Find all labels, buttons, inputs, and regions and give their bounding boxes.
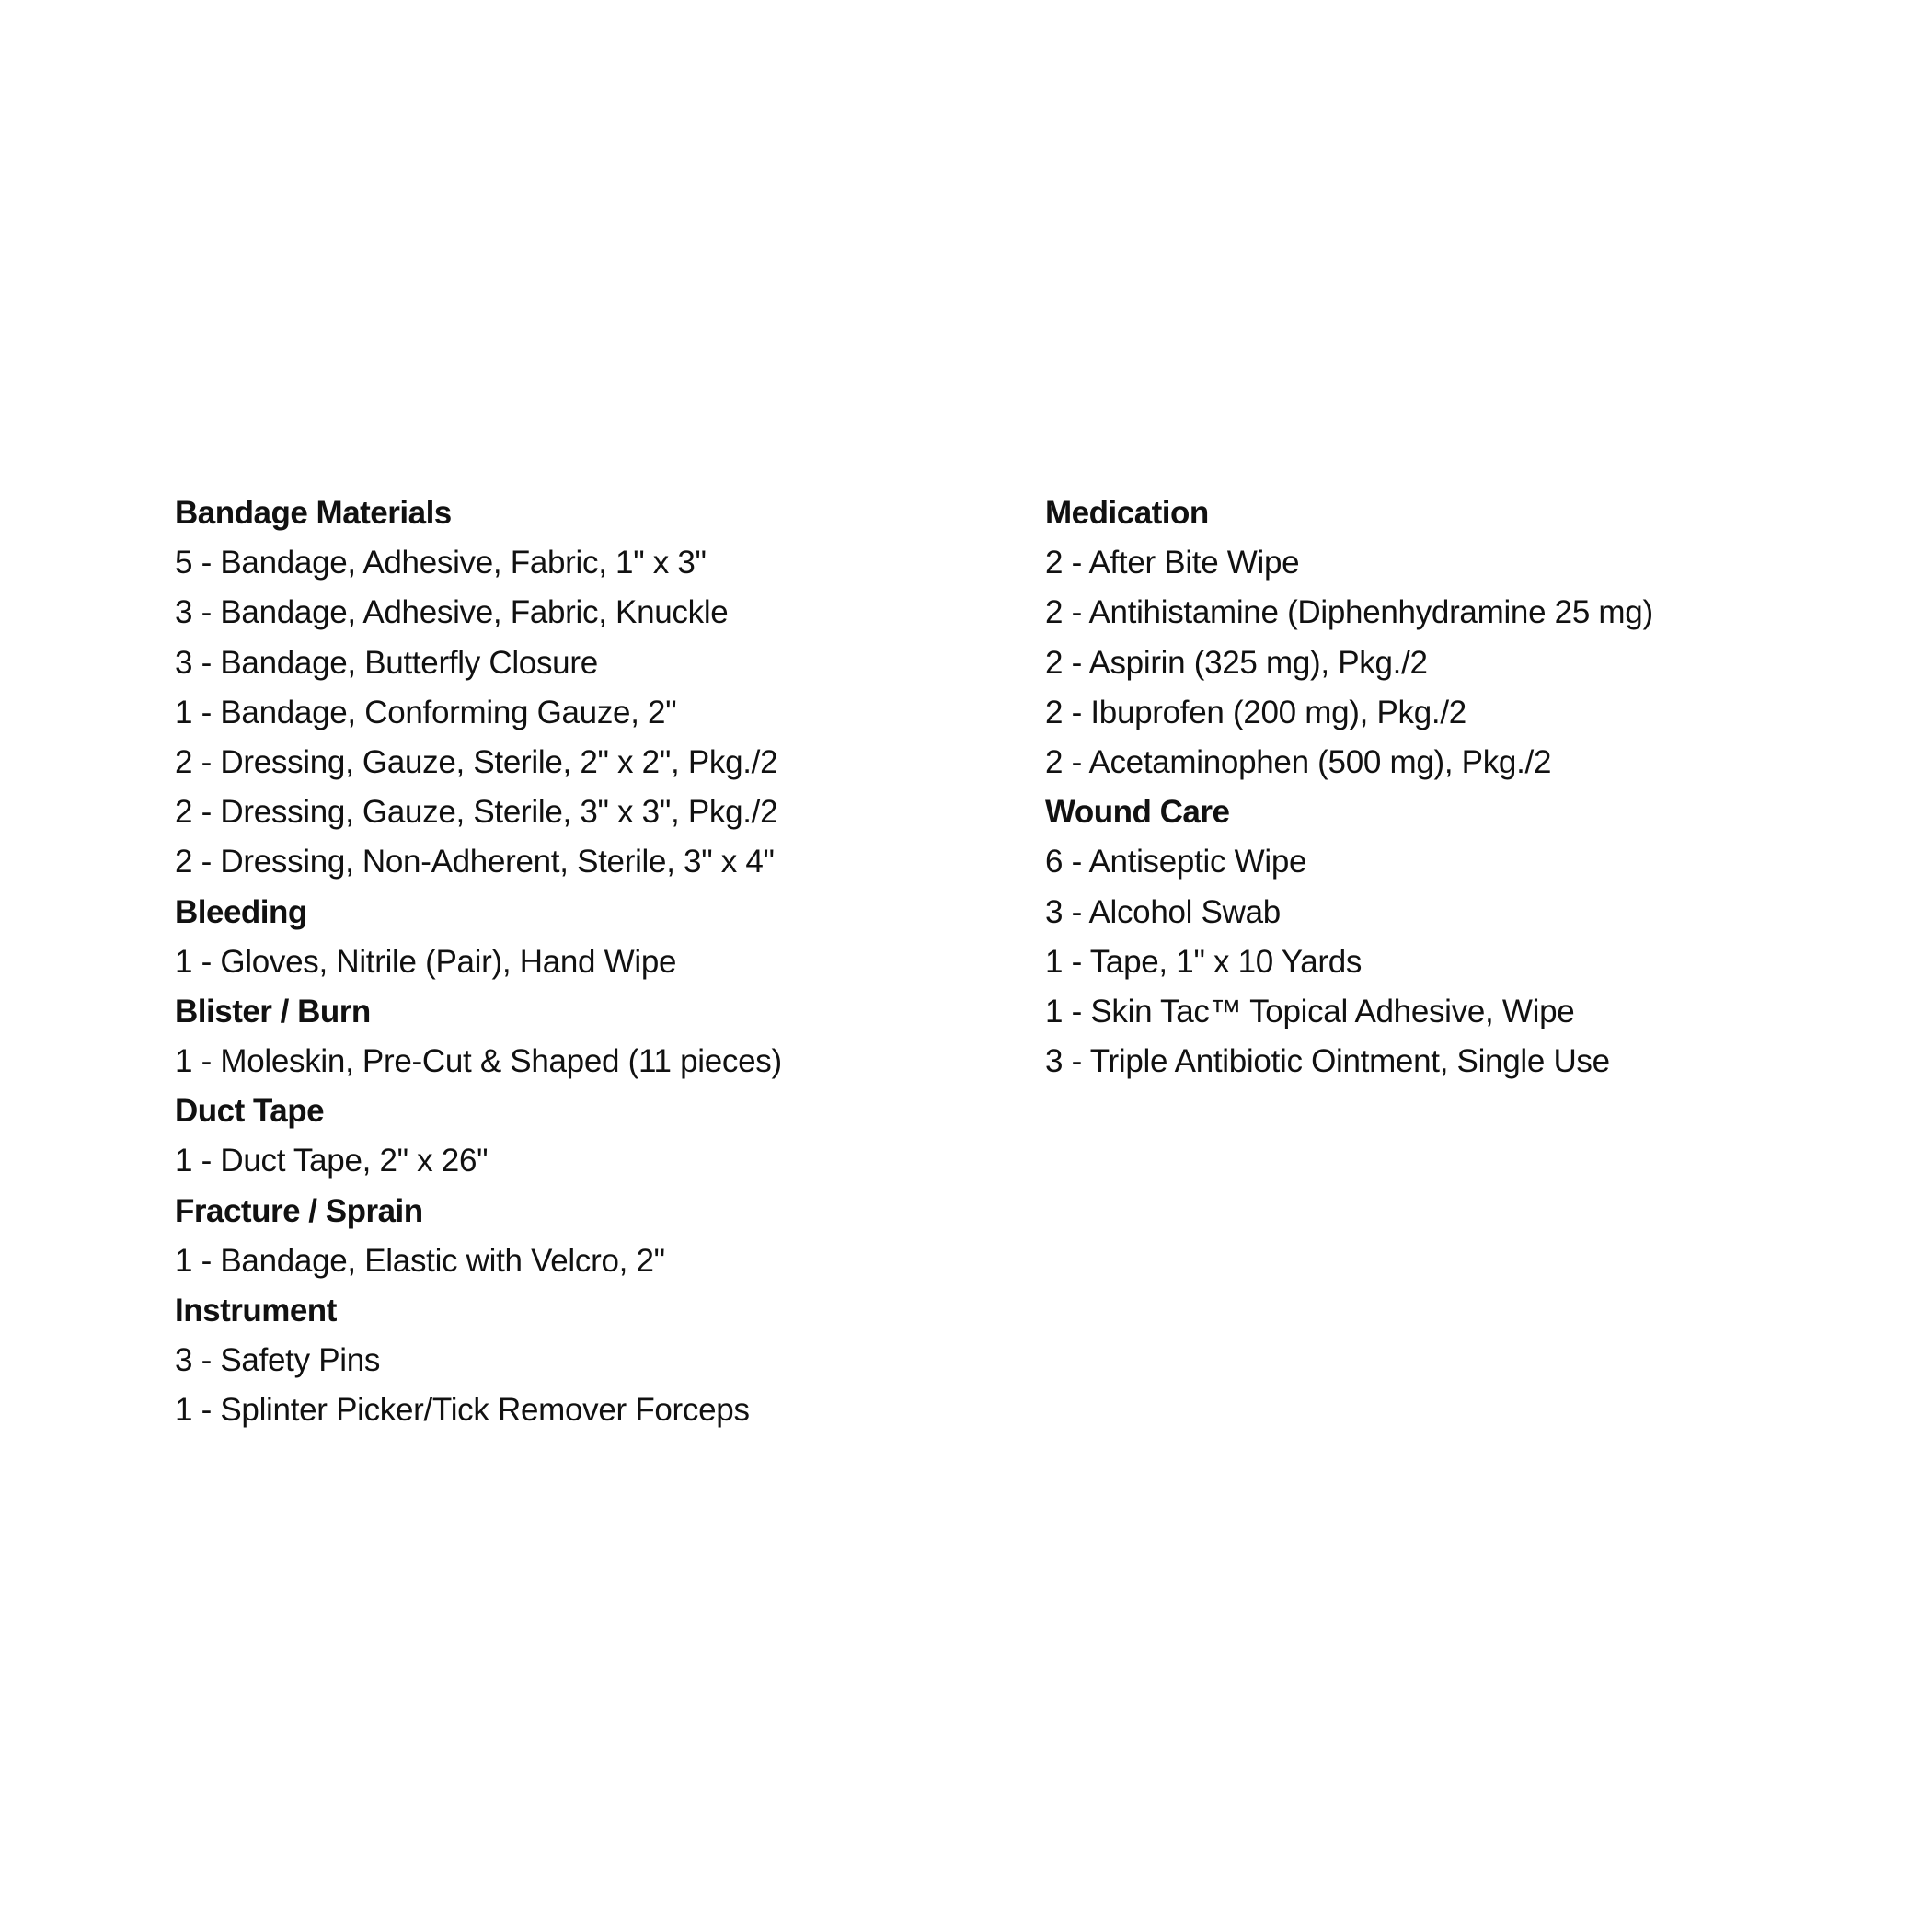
list-item: 3 - Triple Antibiotic Ointment, Single Use [1045, 1043, 1610, 1080]
list-item: 2 - Ibuprofen (200 mg), Pkg./2 [1045, 694, 1466, 730]
left-column [175, 489, 1003, 1436]
section-bleeding [175, 888, 1003, 987]
list-item: 5 - Bandage, Adhesive, Fabric, 1" x 3" [175, 545, 707, 581]
list-item: 2 - Acetaminophen (500 mg), Pkg./2 [1045, 743, 1552, 780]
list-item: 1 - Duct Tape, 2" x 26" [175, 1143, 489, 1179]
section-heading: Wound Care [1045, 794, 1230, 831]
list-item: 1 - Tape, 1" x 10 Yards [1045, 943, 1363, 980]
list-item: 3 - Alcohol Swab [1045, 893, 1281, 930]
list-item: 2 - After Bite Wipe [1045, 545, 1300, 581]
list-item: 2 - Dressing, Gauze, Sterile, 2" x 2", Pkg./2 [175, 743, 778, 780]
right-column [1045, 489, 1892, 1087]
section-heading: Duct Tape [175, 1093, 325, 1130]
section-heading: Instrument [175, 1293, 337, 1328]
list-item: 1 - Bandage, Conforming Gauze, 2" [175, 694, 677, 730]
section-heading: Bleeding [175, 893, 307, 930]
section-wound-care [1045, 788, 1892, 1087]
list-item: 2 - Dressing, Non-Adherent, Sterile, 3" x 4" [175, 844, 775, 880]
section-fracture-sprain [175, 1187, 1003, 1286]
list-item: 2 - Aspirin (325 mg), Pkg./2 [1045, 644, 1428, 681]
section-blister-burn [175, 987, 1003, 1087]
list-item: 6 - Antiseptic Wipe [1045, 844, 1307, 880]
list-item: 1 - Moleskin, Pre-Cut & Shaped (11 pieces) [175, 1043, 782, 1080]
section-heading: Fracture / Sprain [175, 1192, 423, 1229]
section-instrument [175, 1286, 1003, 1436]
list-item: 1 - Bandage, Elastic with Velcro, 2" [175, 1242, 665, 1279]
list-item: 1 - Gloves, Nitrile (Pair), Hand Wipe [175, 943, 677, 980]
list-item: 3 - Safety Pins [175, 1342, 381, 1379]
list-item: 2 - Antihistamine (Diphenhydramine 25 mg) [1045, 594, 1653, 631]
list-item: 1 - Skin Tac™ Topical Adhesive, Wipe [1045, 993, 1575, 1029]
section-heading: Bandage Materials [175, 495, 452, 531]
list-item: 2 - Dressing, Gauze, Sterile, 3" x 3", Pkg./2 [175, 794, 778, 831]
list-item: 3 - Bandage, Adhesive, Fabric, Knuckle [175, 594, 729, 631]
list-item: 3 - Bandage, Butterfly Closure [175, 644, 598, 681]
section-duct-tape [175, 1087, 1003, 1186]
section-medication [1045, 489, 1892, 788]
section-heading: Blister / Burn [175, 993, 371, 1029]
list-item: 1 - Splinter Picker/Tick Remover Forceps [175, 1392, 750, 1429]
section-heading: Medication [1045, 495, 1209, 531]
section-bandage-materials [175, 489, 1003, 888]
